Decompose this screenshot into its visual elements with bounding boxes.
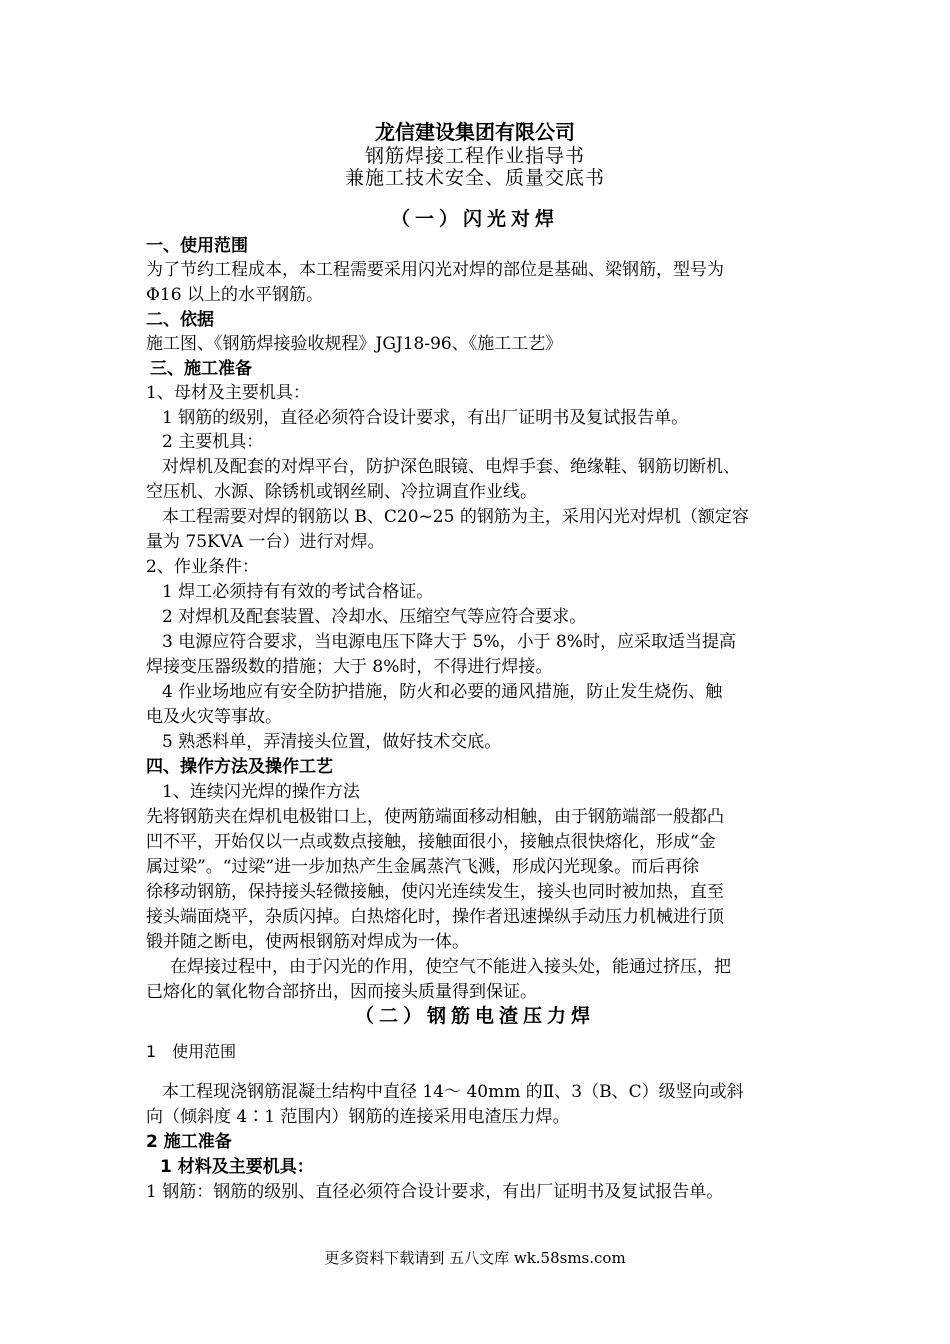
- paragraph-line: 量为 75KVA 一台）进行对焊。: [146, 532, 385, 552]
- paragraph-line: 先将钢筋夹在焊机电极钳口上，使两筋端面移动相触，由于钢筋端部一般都凸: [146, 807, 724, 827]
- paragraph-line: 接头端面烧平，杂质闪掉。白热熔化时，操作者迅速操纵手动压力机械进行顶: [146, 907, 724, 927]
- paragraph-line: 施工图、《钢筋焊接验收规程》JGJ18-96、《施工工艺》: [146, 334, 563, 354]
- footer-text: 更多资料下载请到 五八文库 wk.58sms.com: [324, 1249, 626, 1267]
- list-item: 2 主要机具：: [162, 432, 264, 452]
- list-item: 1 焊工必须持有有效的考试合格证。: [162, 582, 434, 602]
- paragraph-line: 1、母材及主要机具：: [146, 383, 310, 403]
- heading-preparation: 三、施工准备: [150, 359, 252, 379]
- heading-scope: 1 使用范围: [146, 1042, 237, 1061]
- list-item: 1 钢筋的级别，直径必须符合设计要求，有出厂证明书及复试报告单。: [162, 408, 689, 428]
- section-title-electroslag-welding: （二）钢筋电渣压力焊: [354, 1005, 595, 1027]
- list-item: 1 钢筋：钢筋的级别、直径必须符合设计要求，有出厂证明书及复试报告单。: [146, 1182, 724, 1202]
- paragraph-line: 2、作业条件：: [146, 557, 259, 577]
- paragraph-line: 在焊接过程中，由于闪光的作用，使空气不能进入接头处，能通过挤压，把: [170, 957, 731, 977]
- paragraph-line: 向（倾斜度 4∶1 范围内）钢筋的连接采用电渣压力焊。: [146, 1107, 570, 1127]
- paragraph-line: 对焊机及配套的对焊平台，防护深色眼镜、电焊手套、绝缘鞋、钢筋切断机、: [162, 457, 740, 477]
- heading-scope: 一、使用范围: [146, 236, 248, 256]
- paragraph-line: 焊接变压器级数的措施；大于 8%时，不得进行焊接。: [146, 657, 553, 677]
- subheading-materials: 1 材料及主要机具：: [160, 1157, 314, 1177]
- list-item: 5 熟悉料单，弄清接头位置，做好技术交底。: [162, 732, 502, 752]
- document-title: 钢筋焊接工程作业指导书: [364, 145, 585, 167]
- heading-preparation: 2 施工准备: [146, 1132, 232, 1152]
- paragraph-line: 锻并随之断电，使两根钢筋对焊成为一体。: [146, 932, 469, 952]
- company-name: 龙信建设集团有限公司: [375, 120, 575, 144]
- paragraph-line: 已熔化的氧化物合部挤出，因而接头质量得到保证。: [146, 982, 537, 1002]
- paragraph-line: 本工程需要对焊的钢筋以 B、C20~25 的钢筋为主，采用闪光对焊机（额定容: [162, 507, 749, 527]
- document-subtitle: 兼施工技术安全、质量交底书: [344, 167, 605, 189]
- list-item: 4 作业场地应有安全防护措施，防火和必要的通风措施，防止发生烧伤、触: [162, 682, 723, 702]
- paragraph-line: 本工程现浇钢筋混凝土结构中直径 14～ 40mm 的Ⅱ、3（B、C）级竖向或斜: [162, 1082, 744, 1102]
- paragraph-line: Φ16 以上的水平钢筋。: [146, 285, 323, 305]
- list-item: 3 电源应符合要求，当电源电压下降大于 5%，小于 8%时，应采取适当提高: [162, 632, 736, 652]
- heading-method: 四、操作方法及操作工艺: [146, 757, 333, 777]
- paragraph-line: 为了节约工程成本，本工程需要采用闪光对焊的部位是基础、梁钢筋，型号为: [146, 260, 724, 280]
- list-item: 2 对焊机及配套装置、冷却水、压缩空气等应符合要求。: [162, 607, 587, 627]
- section-title-flash-butt-welding: （一）闪光对焊: [390, 208, 559, 230]
- paragraph-line: 凹不平，开始仅以一点或数点接触，接触面很小，接触点很快熔化，形成“金: [146, 832, 716, 852]
- paragraph-line: 徐移动钢筋，保持接头轻微接触，使闪光连续发生，接头也同时被加热，直至: [146, 882, 724, 902]
- paragraph-line: 1、连续闪光焊的操作方法: [162, 782, 360, 802]
- heading-basis: 二、依据: [146, 310, 214, 330]
- paragraph-line: 属过梁”。“过梁”进一步加热产生金属蒸汽飞溅，形成闪光现象。而后再徐: [146, 857, 700, 877]
- paragraph-line: 空压机、水源、除锈机或钢丝刷、冷拉调直作业线。: [146, 482, 537, 502]
- paragraph-line: 电及火灾等事故。: [146, 707, 282, 727]
